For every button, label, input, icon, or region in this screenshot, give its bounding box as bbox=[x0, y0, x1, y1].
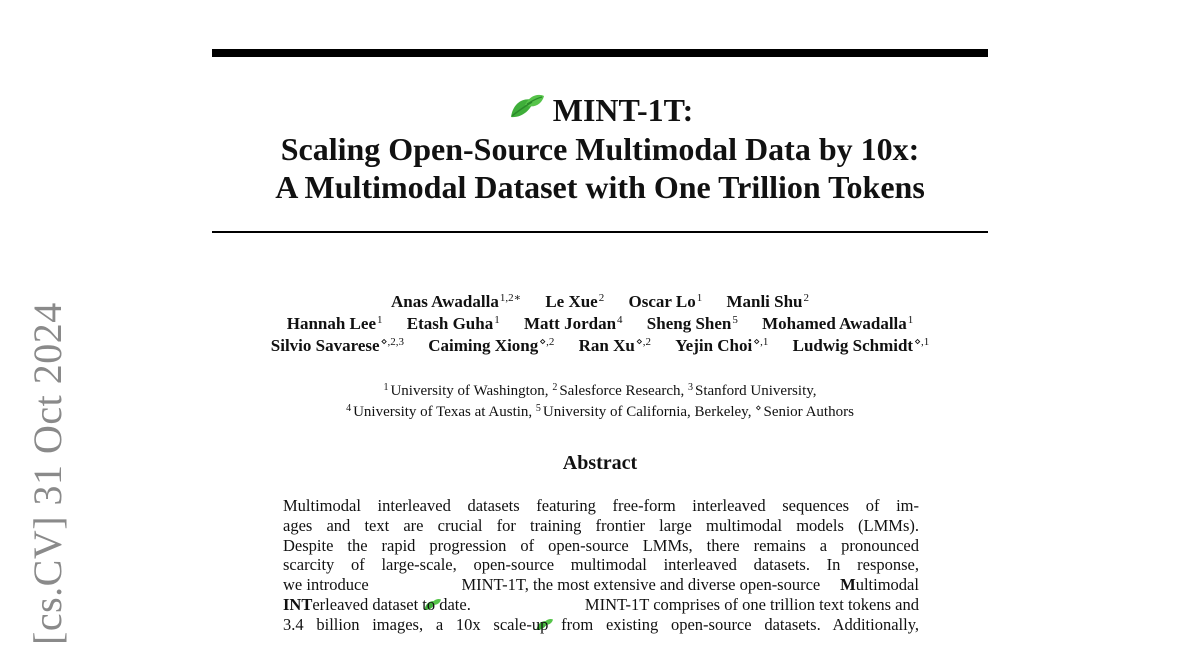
author: Le Xue$^2$ bbox=[545, 292, 605, 311]
abstract-line: scarcity of large-scale, open-source multimodal interleaved datasets. In response, bbox=[283, 555, 919, 575]
author-list bbox=[212, 287, 988, 353]
title-line-2: Scaling Open-Source Multimodal Data by 10x: bbox=[280, 131, 920, 167]
author: Hannah Lee$^1$ bbox=[286, 314, 383, 333]
title-line-3: A Multimodal Dataset with One Trillion Tokens bbox=[275, 169, 925, 205]
affiliation-row-1: $^1$ University of Washington, $^2$ Salesforce Research, $^3$ Stanford University, bbox=[383, 382, 817, 399]
title-text-1: MINT-1T: bbox=[552, 92, 694, 128]
arxiv-side-stamp: [cs.CV] 31 Oct 2024 bbox=[25, 302, 70, 645]
mint-leaf-icon bbox=[501, 595, 554, 615]
title-bottom-rule bbox=[212, 231, 988, 233]
author-row-1 bbox=[212, 287, 988, 309]
author: Manli Shu$^2$ bbox=[726, 292, 810, 311]
author: Caiming Xiong$^{⋄,2}$ bbox=[428, 336, 555, 355]
paper-title bbox=[212, 90, 988, 206]
author: Anas Awadalla$^{1,2∗}$ bbox=[390, 292, 522, 311]
author: Etash Guha$^1$ bbox=[406, 314, 500, 333]
title-line-1 bbox=[212, 90, 988, 130]
abstract-line: 3.4 billion images, a 10x scale-up from existing open-source datasets. Additionally, bbox=[283, 614, 919, 634]
mint-leaf-icon bbox=[389, 575, 442, 595]
author: Sheng Shen$^5$ bbox=[646, 314, 738, 333]
author: Matt Jordan$^4$ bbox=[523, 314, 623, 333]
abstract-line: Despite the rapid progression of open-source LMMs, there remains a pronounced bbox=[283, 535, 919, 555]
author: Mohamed Awadalla$^1$ bbox=[762, 314, 914, 333]
affiliation-row-2: $^4$ University of Texas at Austin, $^5$ University of California, Berkeley, ⋄ Senior Authors bbox=[346, 403, 854, 420]
author: Ludwig Schmidt$^{⋄,1}$ bbox=[792, 336, 930, 355]
author: Oscar Lo$^1$ bbox=[628, 292, 703, 311]
author: Yejin Choi$^{⋄,1}$ bbox=[675, 336, 769, 355]
abstract-heading: Abstract bbox=[562, 452, 638, 474]
author: Ran $Xu^{⋄,2}$ bbox=[578, 336, 651, 355]
abstract-body bbox=[283, 496, 919, 635]
author-row-2 bbox=[212, 309, 988, 331]
author: Silvio Savarese$^{⋄,2,3}$ bbox=[270, 336, 404, 355]
mint-leaf-icon bbox=[507, 90, 545, 130]
affiliations bbox=[212, 377, 988, 419]
abstract-line: INTerleaved dataset to date. MINT-1T comprises of one trillion text tokens and bbox=[283, 595, 919, 615]
top-rule bbox=[212, 49, 988, 57]
abstract-line: Multimodal interleaved datasets featuring free-form interleaved sequences of im- bbox=[283, 496, 919, 515]
author-row-3 bbox=[212, 331, 988, 353]
abstract-line: we introduce MINT-1T, the most extensive and diverse open-source Multimodal bbox=[283, 575, 919, 595]
abstract-line: ages and text are crucial for training frontier large multimodal models (LMMs). bbox=[283, 515, 919, 535]
